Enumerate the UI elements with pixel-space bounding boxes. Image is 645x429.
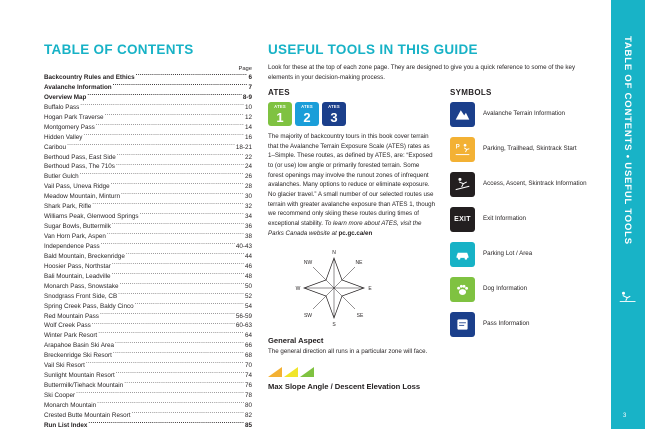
ates-badge-2	[295, 102, 319, 126]
toc-entry-page: 66	[244, 342, 252, 350]
toc-leader-dots	[107, 232, 244, 238]
toc-leader-dots	[96, 123, 244, 129]
toc-entry-label: Avalanche Information	[44, 83, 112, 91]
toc-entry[interactable]	[44, 73, 252, 83]
toc-entry[interactable]	[44, 262, 252, 272]
ates-description	[268, 132, 436, 238]
ates-badge-number: 1	[276, 110, 284, 125]
toc-entry-page: 18-21	[235, 143, 252, 151]
toc-leader-dots	[131, 411, 244, 417]
parking-lot-icon	[450, 242, 475, 267]
page-number: 3	[623, 413, 627, 419]
toc-entry[interactable]	[44, 212, 252, 222]
ates-badge-label: ATES	[328, 104, 340, 109]
general-aspect-heading: General Aspect	[268, 336, 324, 346]
toc-entry[interactable]	[44, 282, 252, 292]
toc-entry-page: 26	[244, 173, 252, 181]
table-of-contents	[44, 42, 252, 429]
toc-entry-label: Hidden Valley	[44, 133, 83, 141]
useful-tools-title: USEFUL TOOLS IN THIS GUIDE	[268, 42, 478, 57]
svg-text:SW: SW	[303, 313, 313, 320]
toc-entry[interactable]	[44, 202, 252, 212]
toc-entry[interactable]	[44, 381, 252, 391]
toc-entry-page: 36	[244, 223, 252, 231]
symbol-label: Dog Information	[483, 285, 528, 293]
useful-tools-section	[268, 42, 600, 82]
toc-entry[interactable]	[44, 272, 252, 282]
toc-entry-label: Monarch Mountain	[44, 401, 97, 409]
ates-website-link: pc.gc.ca/en	[338, 229, 373, 237]
toc-leader-dots	[113, 83, 248, 89]
toc-list	[44, 73, 252, 429]
toc-leader-dots	[120, 282, 244, 288]
slope-swatch-1	[268, 367, 282, 377]
toc-entry[interactable]	[44, 351, 252, 361]
toc-entry-label: Bald Mountain, Breckenridge	[44, 252, 125, 260]
ates-description-text: The majority of backcountry tours in this book cover terrain that the Avalanche Terrain Exposure Scale (ATES) rates as 1–Simple. These routes, as defined by ATES, are: “Exposed to (or use) low angle or primarily forested terrain. Some forest openings may involve the runout zones of infrequent avalanches. Many options to reduce or eliminate exposure. No glacier travel.” A small number of our selected routes use terrain with greater avalanche exposure than ATES 1, though we recommend only skiing these routes during times of exceptional stability.	[268, 133, 436, 228]
pass-information-icon	[450, 312, 475, 337]
toc-entry-page: 28	[244, 183, 252, 191]
toc-entry-label: Spring Creek Pass, Baldy Cinco	[44, 302, 134, 310]
toc-entry[interactable]	[44, 93, 252, 103]
symbol-label: Parking, Trailhead, Skintrack Start	[483, 145, 577, 153]
toc-entry-label: Crested Butte Mountain Resort	[44, 411, 131, 419]
toc-leader-dots	[67, 143, 235, 149]
symbol-row	[450, 137, 600, 162]
toc-entry-page: 44	[244, 252, 252, 260]
toc-entry-page: 56-59	[235, 312, 252, 320]
toc-leader-dots	[140, 212, 244, 218]
toc-entry-label: Snodgrass Front Side, CB	[44, 292, 118, 300]
svg-text:S: S	[332, 322, 336, 329]
skier-icon	[619, 290, 637, 304]
toc-entry[interactable]	[44, 232, 252, 242]
symbol-label: Exit Information	[483, 215, 526, 223]
symbol-row	[450, 242, 600, 267]
ates-badge-label: ATES	[274, 104, 286, 109]
general-aspect-body: The general direction all runs in a particular zone will face.	[268, 348, 428, 356]
toc-entry-page: 14	[244, 123, 252, 131]
side-tab-label: TABLE OF CONTENTS • USEFUL TOOLS	[622, 36, 633, 245]
toc-leader-dots	[121, 192, 244, 198]
symbol-row	[450, 312, 600, 337]
slope-swatch-3	[300, 367, 314, 377]
symbols-list	[450, 102, 600, 337]
toc-entry-label: Backcountry Rules and Ethics	[44, 74, 135, 81]
toc-entry-page: 50	[244, 282, 252, 290]
toc-leader-dots	[112, 272, 244, 278]
toc-entry-page: 68	[244, 352, 252, 360]
ates-heading: ATES	[268, 88, 290, 97]
symbols-column	[450, 88, 600, 391]
toc-entry[interactable]	[44, 103, 252, 113]
toc-entry-page: 24	[244, 163, 252, 171]
toc-leader-dots	[101, 242, 235, 248]
toc-entry-label: Meadow Mountain, Minturn	[44, 193, 120, 201]
toc-leader-dots	[83, 133, 244, 139]
svg-text:N: N	[332, 250, 336, 257]
symbol-row	[450, 172, 600, 197]
toc-leader-dots	[116, 162, 244, 168]
toc-entry-label: Winter Park Resort	[44, 332, 98, 340]
toc-entry[interactable]	[44, 162, 252, 172]
ates-badge-1	[268, 102, 292, 126]
toc-title: TABLE OF CONTENTS	[44, 42, 194, 57]
toc-leader-dots	[80, 103, 244, 109]
toc-entry[interactable]	[44, 133, 252, 143]
toc-entry[interactable]	[44, 302, 252, 312]
tools-columns	[268, 88, 600, 391]
toc-entry[interactable]	[44, 361, 252, 371]
svg-text:W: W	[295, 286, 301, 293]
toc-entry-label: Buttermilk/Tiehack Mountain	[44, 382, 124, 390]
toc-leader-dots	[97, 401, 244, 407]
toc-entry-label: Breckenridge Ski Resort	[44, 352, 112, 360]
ates-badge-group	[268, 102, 450, 126]
toc-entry-label: Van Horn Park, Aspen	[44, 233, 106, 240]
toc-leader-dots	[115, 341, 244, 347]
toc-entry-page: 52	[244, 292, 252, 300]
toc-entry-page: 80	[244, 401, 252, 409]
dog-information-icon	[450, 277, 475, 302]
avalanche-terrain-icon	[450, 102, 475, 127]
toc-leader-dots	[124, 381, 244, 387]
symbol-label: Access, Ascent, Skintrack Information	[483, 180, 587, 188]
toc-entry[interactable]	[44, 182, 252, 192]
general-aspect-compass	[282, 246, 402, 332]
toc-entry-label: Berthoud Pass, East Side	[44, 153, 116, 161]
toc-entry-label: Berthoud Pass, The 710s	[44, 163, 115, 171]
toc-entry-page: 6	[248, 74, 252, 81]
toc-entry-label: Vail Ski Resort	[44, 362, 85, 370]
toc-entry-page: 54	[244, 302, 252, 310]
toc-entry[interactable]	[44, 113, 252, 123]
toc-entry[interactable]	[44, 312, 252, 322]
exit-information-icon	[450, 207, 475, 232]
toc-leader-dots	[92, 321, 235, 327]
symbol-label: Pass Information	[483, 320, 530, 328]
toc-leader-dots	[88, 421, 244, 427]
toc-entry-label: Butler Gulch	[44, 173, 79, 181]
max-slope-heading: Max Slope Angle / Descent Elevation Loss	[268, 382, 421, 391]
toc-entry[interactable]	[44, 153, 252, 163]
toc-entry-label: Hoosier Pass, Northstar	[44, 262, 111, 270]
toc-leader-dots	[98, 331, 244, 337]
toc-leader-dots	[105, 113, 244, 119]
ates-badge-number: 3	[330, 110, 338, 125]
symbol-label: Parking Lot / Area	[483, 250, 533, 258]
toc-entry-page: 85	[244, 421, 252, 429]
toc-entry-page: 30	[244, 193, 252, 201]
toc-entry-page: 48	[244, 272, 252, 280]
toc-leader-dots	[76, 391, 244, 397]
ates-column	[268, 88, 450, 391]
toc-entry-page: 82	[244, 411, 252, 419]
symbol-label: Avalanche Terrain Information	[483, 110, 565, 118]
toc-entry-page: 7	[248, 83, 252, 91]
parking-trailhead-icon	[450, 137, 475, 162]
toc-entry-label: Buffalo Pass	[44, 103, 80, 111]
toc-leader-dots	[111, 182, 244, 188]
svg-text:NW: NW	[303, 260, 313, 267]
toc-leader-dots	[86, 361, 244, 367]
toc-entry-page: 40-43	[235, 242, 252, 250]
toc-entry-page: 78	[244, 392, 252, 399]
toc-entry-label: Vail Pass, Uneva Ridge	[44, 183, 110, 191]
toc-entry-page: 34	[244, 213, 252, 221]
toc-entry-label: Sugar Bowls, Buttermilk	[44, 223, 111, 231]
toc-entry-page: 12	[244, 113, 252, 121]
toc-entry-label: Bali Mountain, Leadville	[44, 272, 111, 280]
toc-leader-dots	[135, 302, 244, 308]
toc-leader-dots	[116, 371, 244, 377]
toc-entry-label: Arapahoe Basin Ski Area	[44, 342, 115, 350]
ates-badge-label: ATES	[301, 104, 313, 109]
symbol-row	[450, 102, 600, 127]
symbol-row	[450, 277, 600, 302]
toc-entry-page: 10	[244, 103, 252, 111]
toc-entry-page: 22	[244, 153, 252, 161]
toc-entry-label: Monarch Pass, Snowstake	[44, 282, 119, 290]
toc-entry[interactable]	[44, 123, 252, 133]
toc-leader-dots	[92, 202, 244, 208]
toc-entry[interactable]	[44, 331, 252, 341]
svg-text:SE: SE	[356, 313, 364, 320]
toc-leader-dots	[80, 172, 244, 178]
toc-entry-label: Hogan Park Traverse	[44, 113, 104, 121]
toc-entry-label: Run List Index	[44, 421, 88, 429]
useful-tools-intro: Look for these at the top of each zone page. They are designed to give you a quick reference to some of the key elements in your decision-making process.	[268, 64, 576, 81]
toc-entry[interactable]	[44, 341, 252, 351]
toc-leader-dots	[112, 262, 244, 268]
slope-swatch-2	[284, 367, 298, 377]
toc-entry-page: 46	[244, 262, 252, 270]
side-tab	[611, 0, 645, 429]
svg-text:E: E	[368, 286, 372, 293]
toc-entry-label: Sunlight Mountain Resort	[44, 372, 115, 380]
toc-entry[interactable]	[44, 143, 252, 153]
toc-page-header: Page	[238, 66, 252, 72]
toc-leader-dots	[117, 153, 244, 159]
toc-leader-dots	[87, 93, 242, 99]
toc-entry-page: 16	[244, 133, 252, 141]
toc-entry-page: 60-63	[235, 322, 252, 330]
toc-entry[interactable]	[44, 411, 252, 421]
toc-leader-dots	[112, 222, 244, 228]
toc-leader-dots	[136, 73, 248, 79]
toc-leader-dots	[126, 252, 244, 258]
toc-leader-dots	[113, 351, 244, 357]
toc-entry-label: Ski Cooper	[44, 392, 76, 399]
compass-rose-icon	[282, 246, 402, 332]
toc-entry[interactable]	[44, 222, 252, 232]
toc-leader-dots	[118, 292, 244, 298]
toc-entry-page: 32	[244, 203, 252, 211]
toc-entry-label: Montgomery Pass	[44, 123, 95, 131]
toc-entry[interactable]	[44, 401, 252, 411]
ates-description-italic: To learn more about ATES, visit the Parks Canada website at	[268, 220, 422, 237]
ates-badge-3	[322, 102, 346, 126]
toc-entry-label: Overview Map	[44, 93, 87, 101]
toc-entry-label: Caribou	[44, 143, 67, 151]
toc-entry[interactable]	[44, 391, 252, 401]
toc-entry[interactable]	[44, 371, 252, 381]
toc-entry[interactable]	[44, 292, 252, 302]
toc-entry-page: 64	[244, 332, 252, 340]
toc-entry-label: Williams Peak, Glenwood Springs	[44, 213, 139, 221]
toc-entry[interactable]	[44, 252, 252, 262]
toc-entry[interactable]	[44, 421, 252, 429]
toc-entry[interactable]	[44, 172, 252, 182]
toc-leader-dots	[100, 312, 235, 318]
toc-entry[interactable]	[44, 242, 252, 252]
symbols-heading: SYMBOLS	[450, 88, 492, 97]
access-ascent-icon	[450, 172, 475, 197]
exit-label: EXIT	[454, 216, 471, 223]
svg-text:P: P	[455, 144, 460, 151]
toc-entry-label: Shark Park, Rifle	[44, 203, 92, 211]
toc-entry-label: Wolf Creek Pass	[44, 322, 91, 330]
ates-badge-number: 2	[303, 110, 311, 125]
toc-entry-page: 74	[244, 372, 252, 380]
toc-entry[interactable]	[44, 192, 252, 202]
toc-entry-page: 8-9	[242, 93, 252, 101]
toc-entry[interactable]	[44, 321, 252, 331]
toc-entry-page: 76	[244, 382, 252, 390]
symbol-row	[450, 207, 600, 232]
svg-text:NE: NE	[355, 260, 363, 267]
toc-entry-label: Red Mountain Pass	[44, 312, 99, 320]
toc-entry[interactable]	[44, 83, 252, 93]
slope-angle-swatches	[268, 367, 450, 377]
toc-entry-page: 70	[244, 362, 252, 370]
toc-entry-label: Independence Pass	[44, 242, 100, 250]
toc-entry-page: 38	[244, 233, 252, 240]
